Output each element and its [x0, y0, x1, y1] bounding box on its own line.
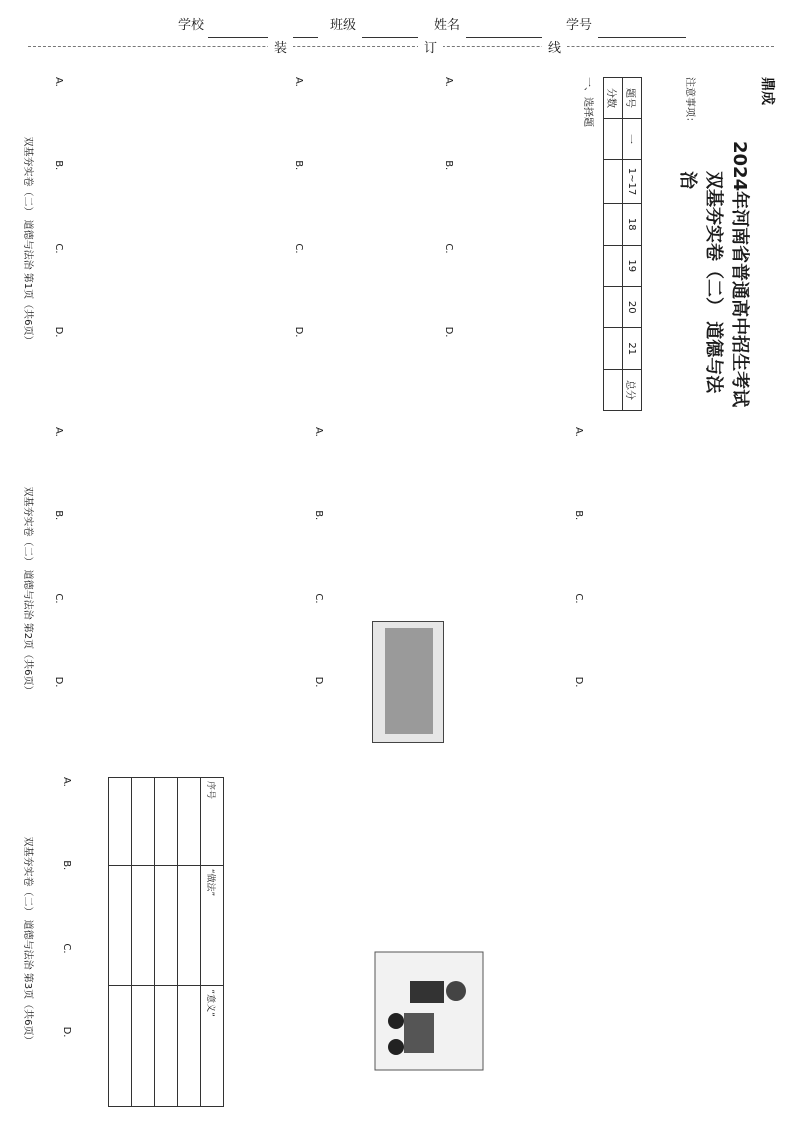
option-c: C.: [443, 243, 454, 254]
score-col: 总分: [623, 369, 642, 410]
notice-title: 注意事项：: [684, 77, 695, 127]
score-cell: [604, 204, 623, 245]
option-d: D.: [53, 676, 64, 688]
notice-block: [682, 77, 696, 407]
table-header-cell: “意义”: [201, 986, 224, 1107]
option-c: C.: [53, 243, 64, 254]
question-options: [53, 427, 64, 757]
option-c: C.: [61, 943, 72, 954]
score-cell: [604, 245, 623, 286]
option-c: C.: [313, 593, 324, 604]
class-label: 班级: [330, 18, 357, 33]
option-a: A.: [313, 427, 324, 437]
number-field-line: [598, 37, 686, 38]
exam-subtitle: 双基夯实卷（二） 道德与法治: [677, 171, 724, 394]
score-table: [603, 77, 642, 411]
page-2: [16, 421, 784, 761]
option-d: D.: [443, 326, 454, 338]
option-a: A.: [293, 77, 304, 87]
option-a: A.: [53, 77, 64, 87]
exam-title: 2024年河南省普通高中招生考试: [729, 141, 750, 408]
option-b: B.: [573, 510, 584, 521]
score-cell: [604, 286, 623, 327]
school-field-line: [208, 37, 318, 38]
option-b: B.: [53, 160, 64, 171]
option-a: A.: [53, 427, 64, 437]
score-cell: [604, 118, 623, 159]
page-footer: 双基夯实卷（二） 道德与法治 第3页（共6页）: [22, 836, 33, 1046]
binding-line: [28, 46, 774, 47]
option-b: B.: [53, 510, 64, 521]
practice-table: [108, 777, 224, 1107]
table-cell: [132, 865, 155, 986]
table-header-cell: “做法”: [201, 865, 224, 986]
news-photo: [372, 621, 444, 743]
option-a: A.: [573, 427, 584, 437]
table-cell: [132, 778, 155, 866]
question-options: [313, 427, 324, 757]
option-b: B.: [313, 510, 324, 521]
page-footer: 双基夯实卷（二） 道德与法治 第1页（共6页）: [22, 136, 33, 346]
table-cell: [178, 778, 201, 866]
page-3: [16, 771, 784, 1111]
question-options: [573, 427, 584, 757]
table-cell: [155, 778, 178, 866]
table-cell: [109, 778, 132, 866]
option-c: C.: [53, 593, 64, 604]
score-col: 20: [623, 286, 642, 327]
option-a: A.: [443, 77, 454, 87]
score-cell: [604, 369, 623, 410]
table-cell: [178, 865, 201, 986]
score-row-label: 分数: [604, 78, 623, 119]
option-c: C.: [293, 243, 304, 254]
option-b: B.: [61, 860, 72, 871]
number-label: 学号: [566, 18, 593, 33]
score-cell: [604, 159, 623, 203]
option-d: D.: [293, 326, 304, 338]
bind-word-2: 订: [418, 37, 443, 56]
page-footer: 双基夯实卷（二） 道德与法治 第2页（共6页）: [22, 486, 33, 696]
score-col: 19: [623, 245, 642, 286]
option-a: A.: [61, 777, 72, 787]
brand-logo: 鼎成: [759, 77, 775, 105]
option-d: D.: [61, 1026, 72, 1038]
table-cell: [132, 986, 155, 1107]
rotated-content: [16, 71, 784, 1111]
option-c: C.: [573, 593, 584, 604]
option-d: D.: [573, 676, 584, 688]
table-cell: [109, 865, 132, 986]
score-col: 1~17: [623, 159, 642, 203]
score-col: 21: [623, 328, 642, 369]
page-1: [16, 71, 784, 411]
table-cell: [109, 986, 132, 1107]
option-b: B.: [443, 160, 454, 171]
section-heading: 一、选择题: [582, 77, 593, 127]
score-col: 一: [623, 118, 642, 159]
table-cell: [155, 986, 178, 1107]
question-options: [53, 77, 64, 407]
student-info-row: [0, 10, 794, 34]
bind-word-1: 装: [268, 37, 293, 56]
score-row-label: 题号: [623, 78, 642, 119]
school-label: 学校: [178, 18, 205, 33]
option-d: D.: [313, 676, 324, 688]
question-options: [293, 77, 304, 407]
class-field-line: [362, 37, 422, 38]
score-col: 18: [623, 204, 642, 245]
option-b: B.: [293, 160, 304, 171]
option-d: D.: [53, 326, 64, 338]
cartoon-illustration: [374, 951, 484, 1071]
table-cell: [178, 986, 201, 1107]
table-cell: [155, 865, 178, 986]
photo-content: [385, 628, 433, 734]
question-options: [443, 77, 454, 407]
table-header-cell: 序号: [201, 778, 224, 866]
score-cell: [604, 328, 623, 369]
bind-word-3: 线: [542, 37, 567, 56]
name-label: 姓名: [434, 18, 461, 33]
exam-header: [0, 0, 794, 64]
question-options: [61, 777, 72, 1107]
exam-spread: [16, 66, 784, 1116]
